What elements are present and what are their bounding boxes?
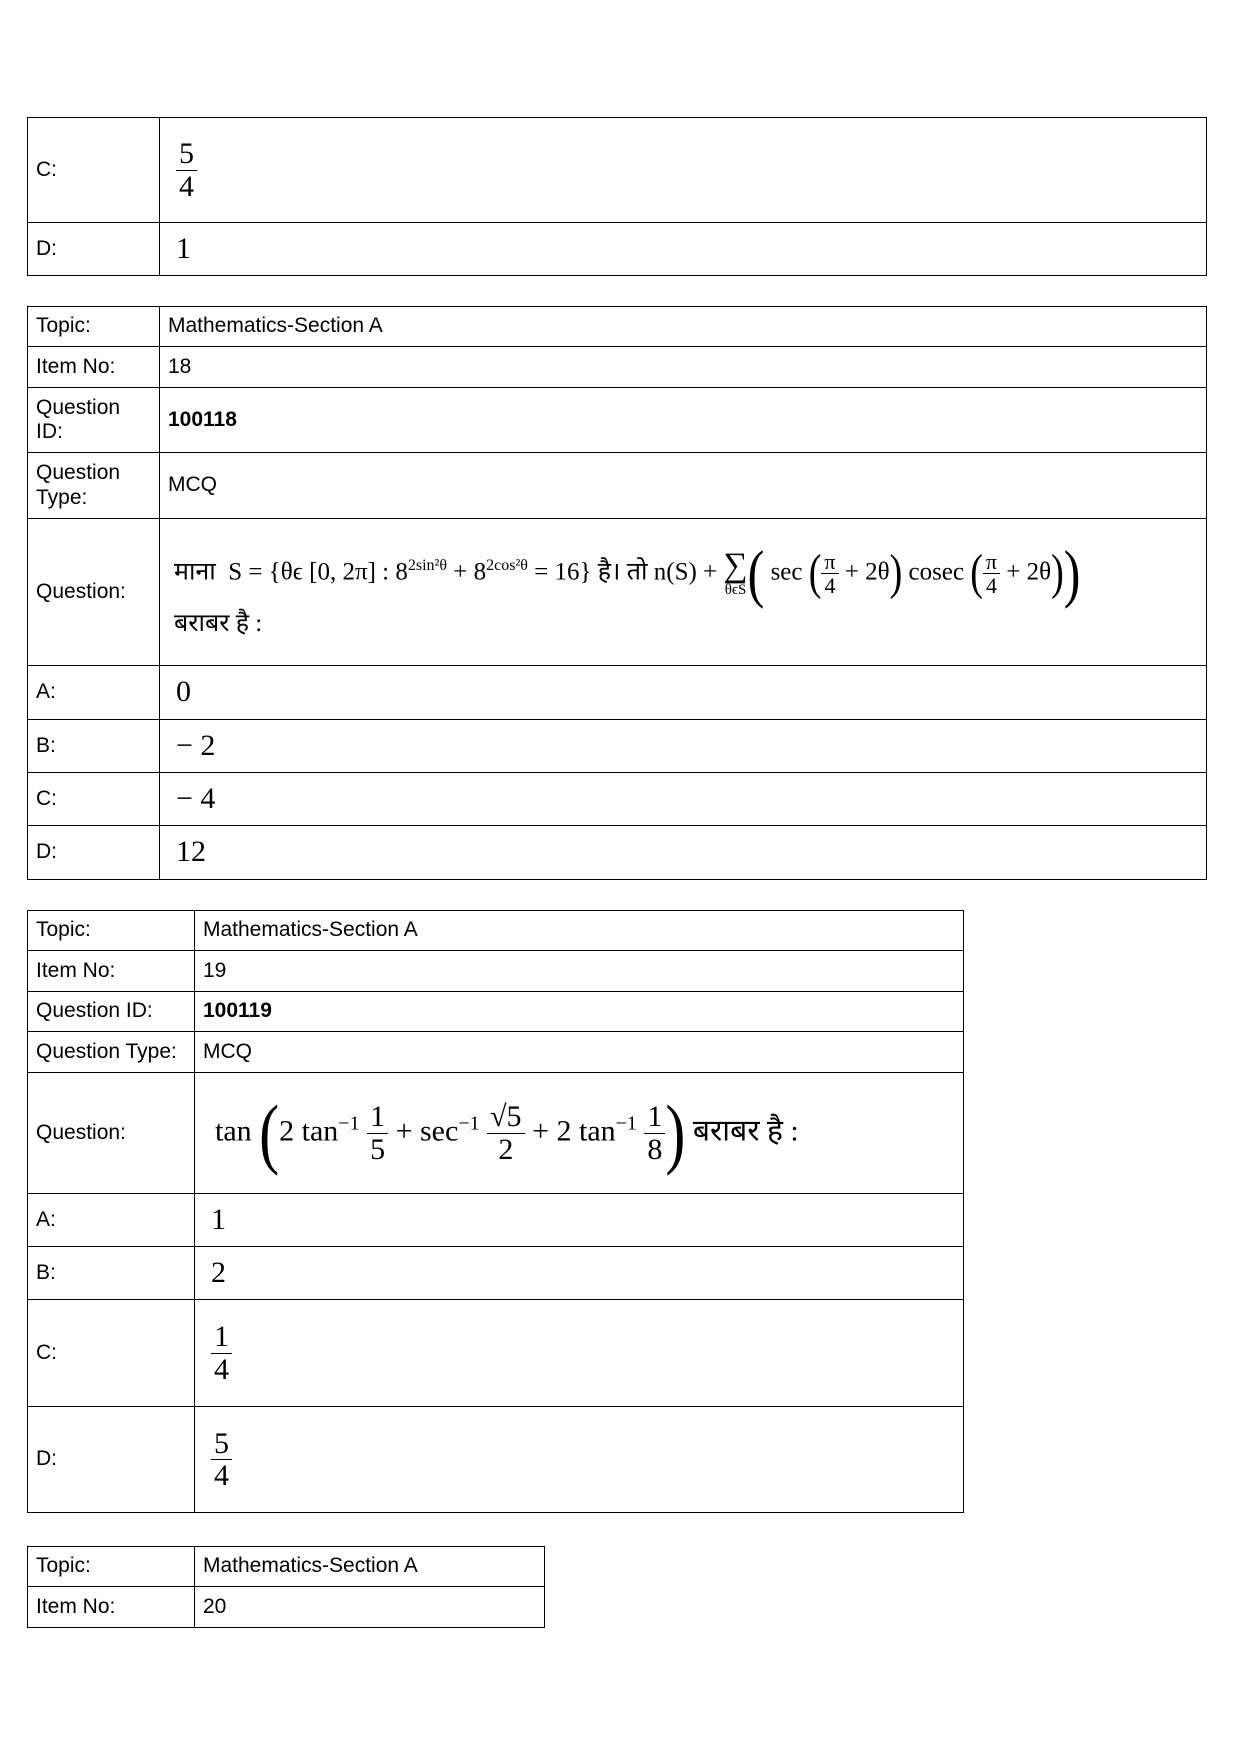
q19-table [27,910,964,1513]
question-expression: tan (2 $\tan^{-1}$ $\frac{1}{5}$ + $\sec^{-1}$ $\frac{√5}{2}$ + 2 $\tan^{-1}$ $\frac{1}{8}$ ) बराबर है : [215,1089,799,1176]
item-no-value: 20 [195,1587,545,1628]
topic-label: Topic: [28,911,195,951]
question-body [160,519,1207,666]
option-c-label: C: [28,773,160,826]
question-line-1: माना S = {θϵ [0, 2π] : $8^{2sin^2\theta} + 8^{2cos^2\theta} = 16$} है। तो n(S) + ∑ θϵS ( sec ( $\frac{\pi}{4}$ + 2θ) cosec ( $\frac{\pi}{4}$ + 2θ)) [174,536,1081,610]
option-a-value: 1 [195,1194,964,1247]
option-d-label: D: [28,1407,195,1513]
option-b-value: 2 [195,1247,964,1300]
item-no-label: Item No: [28,951,195,992]
question-id-value: 100119 [195,992,964,1032]
item-no-label: Item No: [28,1587,195,1628]
question-id-value: 100118 [160,388,1207,453]
q17-options-table [27,117,1207,276]
question-type-label: Question Type: [28,1032,195,1073]
option-b-label: B: [28,1247,195,1300]
option-c-value: $\frac{5}{4}$ [160,118,1207,223]
option-b-value: − 2 [160,720,1207,773]
option-c-label: C: [28,118,160,223]
option-c-value: $\frac{1}{4}$ [195,1300,964,1407]
q18-table [27,306,1207,880]
q20-table [27,1546,545,1628]
option-a-value: 0 [160,666,1207,720]
question-line-2: बराबर है : [174,610,263,638]
item-no-label: Item No: [28,347,160,388]
question-type-label: Question Type: [28,453,160,519]
topic-label: Topic: [28,307,160,347]
topic-value: Mathematics-Section A [195,911,964,951]
question-type-value: MCQ [195,1032,964,1073]
option-a-label: A: [28,1194,195,1247]
option-d-value: $\frac{5}{4}$ [195,1407,964,1513]
option-d-label: D: [28,223,160,276]
question-body [195,1073,964,1194]
question-type-value: MCQ [160,453,1207,519]
topic-value: Mathematics-Section A [195,1547,545,1587]
question-label: Question: [28,1073,195,1194]
question-id-label: Question ID: [28,992,195,1032]
option-b-label: B: [28,720,160,773]
item-no-value: 18 [160,347,1207,388]
option-c-value: − 4 [160,773,1207,826]
option-a-label: A: [28,666,160,720]
question-id-label: Question ID: [28,388,160,453]
option-d-value: 1 [160,223,1207,276]
question-label: Question: [28,519,160,666]
option-d-value: 12 [160,826,1207,880]
topic-label: Topic: [28,1547,195,1587]
topic-value: Mathematics-Section A [160,307,1207,347]
option-d-label: D: [28,826,160,880]
item-no-value: 19 [195,951,964,992]
option-c-label: C: [28,1300,195,1407]
